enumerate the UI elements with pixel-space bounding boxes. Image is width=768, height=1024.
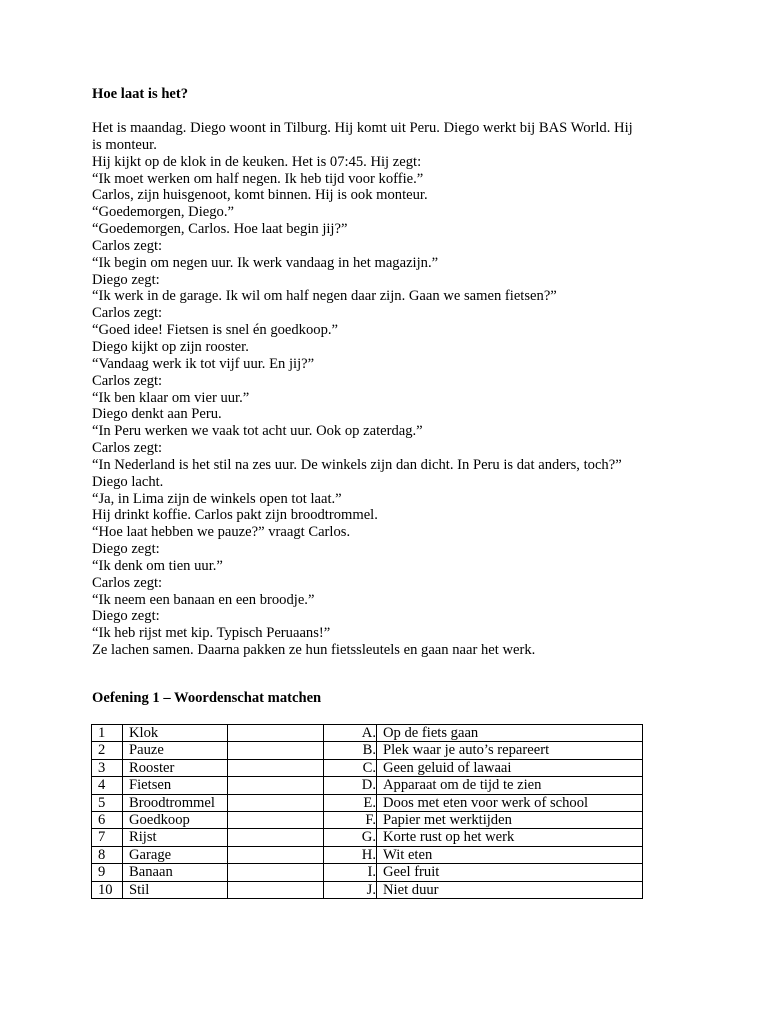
document-title: Hoe laat is het?: [92, 86, 189, 102]
story-line: Diego zegt:: [92, 608, 160, 625]
story-line: Carlos zegt:: [92, 440, 163, 457]
vocab-word: Pauze: [123, 742, 228, 759]
story-line: “Ik heb rijst met kip. Typisch Peruaans!”: [92, 625, 331, 642]
vocab-word: Rooster: [123, 759, 228, 776]
table-row: [92, 846, 643, 863]
story-line: Diego kijkt op zijn rooster.: [92, 338, 249, 355]
table-row: [92, 759, 643, 776]
definition-letter: I.: [324, 864, 377, 881]
answer-cell[interactable]: [228, 742, 324, 759]
answer-cell[interactable]: [228, 777, 324, 794]
table-row: [92, 811, 643, 828]
story-line: Carlos zegt:: [92, 305, 163, 322]
definition-text: Korte rust op het werk: [377, 829, 643, 846]
story-line: Het is maandag. Diego woont in Tilburg. Hij komt uit Peru. Diego werkt bij BAS World. Hij: [92, 120, 633, 136]
story-line: Diego zegt:: [92, 271, 160, 288]
story-line: Carlos zegt:: [92, 237, 163, 254]
definition-letter: A.: [324, 725, 377, 742]
table-row: [92, 881, 643, 898]
story-line: “Ja, in Lima zijn de winkels open tot laat.”: [92, 490, 342, 507]
definition-text: Plek waar je auto’s repareert: [377, 742, 643, 759]
answer-cell[interactable]: [228, 881, 324, 898]
answer-cell[interactable]: [228, 759, 324, 776]
story-line: Diego zegt:: [92, 541, 160, 558]
document-body: [92, 86, 692, 659]
definition-letter: D.: [324, 777, 377, 794]
vocab-word: Garage: [123, 846, 228, 863]
story-line: Carlos zegt:: [92, 574, 163, 591]
exercise-title: Oefening 1 – Woordenschat matchen: [92, 690, 322, 706]
story-line: “In Peru werken we vaak tot acht uur. Ook op zaterdag.”: [92, 423, 423, 440]
table-row: [92, 777, 643, 794]
matching-table: [91, 724, 643, 899]
row-number: 4: [92, 777, 123, 794]
table-row: [92, 829, 643, 846]
story-line: Hij drinkt koffie. Carlos pakt zijn broodtrommel.: [92, 507, 378, 524]
story-text: [92, 120, 692, 659]
definition-text: Geen geluid of lawaai: [377, 759, 643, 776]
story-line: “Ik werk in de garage. Ik wil om half negen daar zijn. Gaan we samen fietsen?”: [92, 288, 557, 305]
story-line: Diego denkt aan Peru.: [92, 406, 222, 423]
table-row: [92, 794, 643, 811]
definition-letter: F.: [324, 811, 377, 828]
row-number: 6: [92, 811, 123, 828]
row-number: 10: [92, 881, 123, 898]
vocab-word: Fietsen: [123, 777, 228, 794]
story-line: “Goedemorgen, Carlos. Hoe laat begin jij?”: [92, 221, 348, 238]
answer-cell[interactable]: [228, 846, 324, 863]
story-line: “Ik denk om tien uur.”: [92, 557, 223, 574]
row-number: 1: [92, 725, 123, 742]
definition-letter: H.: [324, 846, 377, 863]
story-line: “Goedemorgen, Diego.”: [92, 204, 234, 221]
definition-text: Geel fruit: [377, 864, 643, 881]
story-line: “Hoe laat hebben we pauze?” vraagt Carlos.: [92, 524, 351, 541]
answer-cell[interactable]: [228, 811, 324, 828]
vocab-word: Broodtrommel: [123, 794, 228, 811]
story-line: “Vandaag werk ik tot vijf uur. En jij?”: [92, 355, 315, 372]
story-line: “Ik neem een banaan en een broodje.”: [92, 591, 315, 608]
answer-cell[interactable]: [228, 864, 324, 881]
story-line: Diego lacht.: [92, 473, 164, 490]
vocab-word: Rijst: [123, 829, 228, 846]
row-number: 9: [92, 864, 123, 881]
story-line: is monteur.: [92, 136, 157, 153]
story-line: Ze lachen samen. Daarna pakken ze hun fietssleutels en gaan naar het werk.: [92, 642, 536, 659]
vocab-word: Goedkoop: [123, 811, 228, 828]
story-line: “Ik ben klaar om vier uur.”: [92, 389, 250, 406]
story-line: Carlos, zijn huisgenoot, komt binnen. Hij is ook monteur.: [92, 187, 428, 204]
definition-text: Niet duur: [377, 881, 643, 898]
row-number: 7: [92, 829, 123, 846]
definition-letter: G.: [324, 829, 377, 846]
story-line: “Goed idee! Fietsen is snel én goedkoop.”: [92, 322, 338, 339]
answer-cell[interactable]: [228, 725, 324, 742]
definition-text: Op de fiets gaan: [377, 725, 643, 742]
definition-letter: B.: [324, 742, 377, 759]
answer-cell[interactable]: [228, 829, 324, 846]
table-row: [92, 742, 643, 759]
definition-letter: C.: [324, 759, 377, 776]
definition-text: Papier met werktijden: [377, 811, 643, 828]
vocab-word: Banaan: [123, 864, 228, 881]
story-line: Carlos zegt:: [92, 372, 163, 389]
definition-text: Doos met eten voor werk of school: [377, 794, 643, 811]
story-line: Hij kijkt op de klok in de keuken. Het is 07:45. Hij zegt:: [92, 153, 422, 170]
row-number: 5: [92, 794, 123, 811]
story-line: “Ik begin om negen uur. Ik werk vandaag in het magazijn.”: [92, 254, 439, 271]
vocab-word: Klok: [123, 725, 228, 742]
definition-text: Apparaat om de tijd te zien: [377, 777, 643, 794]
story-line: “In Nederland is het stil na zes uur. De winkels zijn dan dicht. In Peru is dat anders, toch?”: [92, 456, 622, 473]
table-row: [92, 864, 643, 881]
table-row: [92, 725, 643, 742]
definition-text: Wit eten: [377, 846, 643, 863]
row-number: 2: [92, 742, 123, 759]
vocab-word: Stil: [123, 881, 228, 898]
definition-letter: J.: [324, 881, 377, 898]
definition-letter: E.: [324, 794, 377, 811]
row-number: 8: [92, 846, 123, 863]
answer-cell[interactable]: [228, 794, 324, 811]
story-line: “Ik moet werken om half negen. Ik heb tijd voor koffie.”: [92, 170, 424, 187]
row-number: 3: [92, 759, 123, 776]
